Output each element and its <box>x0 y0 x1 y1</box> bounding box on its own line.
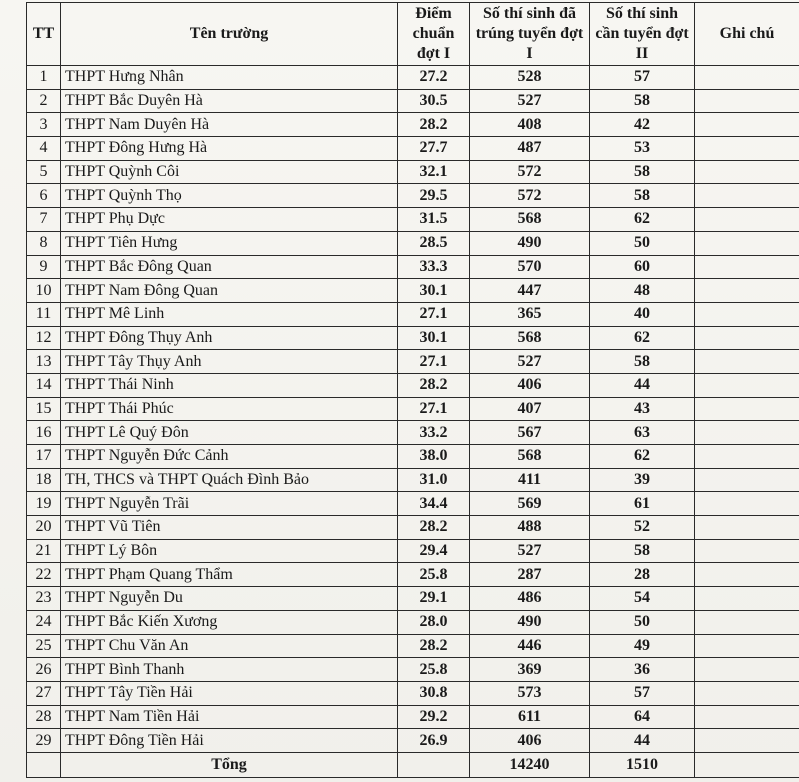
row-note <box>695 563 799 587</box>
row-tt: 24 <box>27 610 61 634</box>
table-row <box>27 184 799 208</box>
row-tt: 28 <box>27 705 61 729</box>
row-needed-count: 49 <box>590 634 695 658</box>
row-cutoff-score: 30.8 <box>398 681 470 705</box>
row-note <box>695 160 799 184</box>
header-cutoff-score: Điểm chuẩn đợt I <box>398 3 470 66</box>
row-note <box>695 610 799 634</box>
row-note <box>695 208 799 232</box>
row-school-name: THPT Phụ Dực <box>61 208 398 232</box>
row-needed-count: 40 <box>590 302 695 326</box>
row-note <box>695 113 799 137</box>
row-needed-count: 48 <box>590 279 695 303</box>
row-admitted-count: 568 <box>470 445 590 469</box>
row-note <box>695 302 799 326</box>
total-score-cell <box>398 752 470 777</box>
row-needed-count: 58 <box>590 350 695 374</box>
row-cutoff-score: 34.4 <box>398 492 470 516</box>
row-school-name: THPT Nam Đông Quan <box>61 279 398 303</box>
row-note <box>695 681 799 705</box>
row-note <box>695 137 799 161</box>
row-school-name: THPT Nguyễn Trãi <box>61 492 398 516</box>
row-tt: 9 <box>27 255 61 279</box>
row-cutoff-score: 29.5 <box>398 184 470 208</box>
row-note <box>695 397 799 421</box>
header-note: Ghi chú <box>695 3 799 66</box>
row-school-name: THPT Nam Duyên Hà <box>61 113 398 137</box>
row-needed-count: 50 <box>590 610 695 634</box>
row-tt: 1 <box>27 66 61 90</box>
row-tt: 4 <box>27 137 61 161</box>
row-admitted-count: 411 <box>470 468 590 492</box>
total-row <box>27 752 799 777</box>
row-cutoff-score: 32.1 <box>398 160 470 184</box>
row-cutoff-score: 33.2 <box>398 421 470 445</box>
table-row <box>27 705 799 729</box>
row-admitted-count: 570 <box>470 255 590 279</box>
row-note <box>695 516 799 540</box>
row-needed-count: 44 <box>590 729 695 753</box>
row-cutoff-score: 31.5 <box>398 208 470 232</box>
row-admitted-count: 527 <box>470 350 590 374</box>
row-note <box>695 445 799 469</box>
row-cutoff-score: 27.1 <box>398 302 470 326</box>
row-school-name: THPT Đông Thụy Anh <box>61 326 398 350</box>
row-school-name: THPT Thái Phúc <box>61 397 398 421</box>
row-admitted-count: 447 <box>470 279 590 303</box>
header-school-name: Tên trường <box>61 3 398 66</box>
row-school-name: THPT Đông Hưng Hà <box>61 137 398 161</box>
total-note-cell <box>695 752 799 777</box>
row-school-name: THPT Nam Tiền Hải <box>61 705 398 729</box>
table-row <box>27 160 799 184</box>
row-tt: 22 <box>27 563 61 587</box>
header-admitted-count: Số thí sinh đã trúng tuyển đợt I <box>470 3 590 66</box>
row-needed-count: 42 <box>590 113 695 137</box>
row-tt: 8 <box>27 231 61 255</box>
row-cutoff-score: 27.1 <box>398 397 470 421</box>
row-tt: 19 <box>27 492 61 516</box>
row-school-name: TH, THCS và THPT Quách Đình Bảo <box>61 468 398 492</box>
row-admitted-count: 486 <box>470 587 590 611</box>
row-note <box>695 89 799 113</box>
row-cutoff-score: 30.1 <box>398 279 470 303</box>
row-cutoff-score: 28.2 <box>398 516 470 540</box>
row-admitted-count: 568 <box>470 208 590 232</box>
table-row <box>27 729 799 753</box>
row-admitted-count: 408 <box>470 113 590 137</box>
row-school-name: THPT Chu Văn An <box>61 634 398 658</box>
row-cutoff-score: 28.2 <box>398 373 470 397</box>
row-note <box>695 587 799 611</box>
total-needed: 1510 <box>590 752 695 777</box>
row-needed-count: 62 <box>590 208 695 232</box>
row-note <box>695 231 799 255</box>
row-needed-count: 62 <box>590 445 695 469</box>
table-row <box>27 397 799 421</box>
row-school-name: THPT Đông Tiền Hải <box>61 729 398 753</box>
table-row <box>27 681 799 705</box>
row-admitted-count: 365 <box>470 302 590 326</box>
row-needed-count: 36 <box>590 658 695 682</box>
row-note <box>695 184 799 208</box>
row-cutoff-score: 25.8 <box>398 658 470 682</box>
row-school-name: THPT Tây Tiền Hải <box>61 681 398 705</box>
row-needed-count: 57 <box>590 66 695 90</box>
row-school-name: THPT Quỳnh Côi <box>61 160 398 184</box>
row-tt: 5 <box>27 160 61 184</box>
table-row <box>27 89 799 113</box>
row-tt: 12 <box>27 326 61 350</box>
row-cutoff-score: 28.2 <box>398 634 470 658</box>
row-needed-count: 54 <box>590 587 695 611</box>
row-admitted-count: 369 <box>470 658 590 682</box>
row-needed-count: 60 <box>590 255 695 279</box>
row-note <box>695 468 799 492</box>
row-admitted-count: 487 <box>470 137 590 161</box>
table-row <box>27 66 799 90</box>
row-admitted-count: 572 <box>470 184 590 208</box>
table-body <box>27 66 799 753</box>
row-needed-count: 64 <box>590 705 695 729</box>
table-row <box>27 539 799 563</box>
row-needed-count: 53 <box>590 137 695 161</box>
table-row <box>27 137 799 161</box>
table-row <box>27 610 799 634</box>
row-tt: 6 <box>27 184 61 208</box>
row-needed-count: 52 <box>590 516 695 540</box>
row-admitted-count: 490 <box>470 610 590 634</box>
row-needed-count: 58 <box>590 539 695 563</box>
row-tt: 20 <box>27 516 61 540</box>
row-admitted-count: 407 <box>470 397 590 421</box>
row-school-name: THPT Hưng Nhân <box>61 66 398 90</box>
row-tt: 27 <box>27 681 61 705</box>
row-cutoff-score: 31.0 <box>398 468 470 492</box>
row-note <box>695 279 799 303</box>
row-admitted-count: 406 <box>470 729 590 753</box>
table-row <box>27 468 799 492</box>
row-cutoff-score: 29.1 <box>398 587 470 611</box>
row-needed-count: 39 <box>590 468 695 492</box>
row-note <box>695 326 799 350</box>
row-school-name: THPT Vũ Tiên <box>61 516 398 540</box>
row-cutoff-score: 30.1 <box>398 326 470 350</box>
row-admitted-count: 446 <box>470 634 590 658</box>
row-tt: 26 <box>27 658 61 682</box>
row-cutoff-score: 28.2 <box>398 113 470 137</box>
row-school-name: THPT Quỳnh Thọ <box>61 184 398 208</box>
row-admitted-count: 527 <box>470 539 590 563</box>
row-cutoff-score: 27.2 <box>398 66 470 90</box>
row-admitted-count: 488 <box>470 516 590 540</box>
row-tt: 17 <box>27 445 61 469</box>
table-row <box>27 634 799 658</box>
table-row <box>27 587 799 611</box>
row-cutoff-score: 29.4 <box>398 539 470 563</box>
row-admitted-count: 490 <box>470 231 590 255</box>
row-school-name: THPT Bình Thanh <box>61 658 398 682</box>
row-cutoff-score: 28.5 <box>398 231 470 255</box>
table-row <box>27 326 799 350</box>
table-row <box>27 563 799 587</box>
row-tt: 29 <box>27 729 61 753</box>
row-needed-count: 61 <box>590 492 695 516</box>
row-note <box>695 634 799 658</box>
table-row <box>27 350 799 374</box>
row-needed-count: 43 <box>590 397 695 421</box>
row-tt: 2 <box>27 89 61 113</box>
row-school-name: THPT Phạm Quang Thẩm <box>61 563 398 587</box>
row-note <box>695 66 799 90</box>
row-admitted-count: 572 <box>470 160 590 184</box>
row-admitted-count: 406 <box>470 373 590 397</box>
row-note <box>695 255 799 279</box>
row-needed-count: 58 <box>590 184 695 208</box>
total-tt-cell <box>27 752 61 777</box>
table-row <box>27 445 799 469</box>
row-needed-count: 50 <box>590 231 695 255</box>
table-row <box>27 255 799 279</box>
row-school-name: THPT Bắc Đông Quan <box>61 255 398 279</box>
table-row <box>27 421 799 445</box>
row-school-name: THPT Nguyễn Du <box>61 587 398 611</box>
row-needed-count: 28 <box>590 563 695 587</box>
row-note <box>695 492 799 516</box>
row-tt: 10 <box>27 279 61 303</box>
row-admitted-count: 528 <box>470 66 590 90</box>
row-school-name: THPT Lê Quý Đôn <box>61 421 398 445</box>
row-tt: 13 <box>27 350 61 374</box>
row-school-name: THPT Bắc Duyên Hà <box>61 89 398 113</box>
row-tt: 18 <box>27 468 61 492</box>
row-needed-count: 63 <box>590 421 695 445</box>
row-needed-count: 58 <box>590 160 695 184</box>
row-tt: 16 <box>27 421 61 445</box>
row-admitted-count: 611 <box>470 705 590 729</box>
row-tt: 15 <box>27 397 61 421</box>
row-needed-count: 57 <box>590 681 695 705</box>
row-cutoff-score: 27.7 <box>398 137 470 161</box>
table-header <box>27 3 799 66</box>
table-row <box>27 208 799 232</box>
row-needed-count: 62 <box>590 326 695 350</box>
admission-table <box>26 2 799 778</box>
row-note <box>695 705 799 729</box>
row-tt: 14 <box>27 373 61 397</box>
row-admitted-count: 569 <box>470 492 590 516</box>
table-row <box>27 373 799 397</box>
row-note <box>695 373 799 397</box>
row-cutoff-score: 33.3 <box>398 255 470 279</box>
row-admitted-count: 568 <box>470 326 590 350</box>
row-admitted-count: 527 <box>470 89 590 113</box>
row-cutoff-score: 26.9 <box>398 729 470 753</box>
row-school-name: THPT Lý Bôn <box>61 539 398 563</box>
row-school-name: THPT Nguyễn Đức Cảnh <box>61 445 398 469</box>
row-note <box>695 539 799 563</box>
row-admitted-count: 573 <box>470 681 590 705</box>
row-school-name: THPT Tiên Hưng <box>61 231 398 255</box>
table-row <box>27 231 799 255</box>
row-cutoff-score: 38.0 <box>398 445 470 469</box>
total-label: Tổng <box>61 752 398 777</box>
row-cutoff-score: 30.5 <box>398 89 470 113</box>
row-cutoff-score: 25.8 <box>398 563 470 587</box>
row-school-name: THPT Mê Linh <box>61 302 398 326</box>
row-tt: 23 <box>27 587 61 611</box>
table-row <box>27 516 799 540</box>
row-needed-count: 58 <box>590 89 695 113</box>
table-row <box>27 658 799 682</box>
table-row <box>27 492 799 516</box>
header-tt: TT <box>27 3 61 66</box>
row-cutoff-score: 28.0 <box>398 610 470 634</box>
row-tt: 3 <box>27 113 61 137</box>
row-note <box>695 729 799 753</box>
row-note <box>695 421 799 445</box>
table-row <box>27 113 799 137</box>
row-needed-count: 44 <box>590 373 695 397</box>
header-needed-count: Số thí sinh cần tuyển đợt II <box>590 3 695 66</box>
table-row <box>27 279 799 303</box>
total-admitted: 14240 <box>470 752 590 777</box>
row-tt: 21 <box>27 539 61 563</box>
row-note <box>695 350 799 374</box>
row-school-name: THPT Tây Thụy Anh <box>61 350 398 374</box>
row-admitted-count: 567 <box>470 421 590 445</box>
row-cutoff-score: 29.2 <box>398 705 470 729</box>
table-row <box>27 302 799 326</box>
row-tt: 11 <box>27 302 61 326</box>
row-cutoff-score: 27.1 <box>398 350 470 374</box>
row-admitted-count: 287 <box>470 563 590 587</box>
row-note <box>695 658 799 682</box>
row-school-name: THPT Thái Ninh <box>61 373 398 397</box>
row-tt: 7 <box>27 208 61 232</box>
row-school-name: THPT Bắc Kiến Xương <box>61 610 398 634</box>
row-tt: 25 <box>27 634 61 658</box>
